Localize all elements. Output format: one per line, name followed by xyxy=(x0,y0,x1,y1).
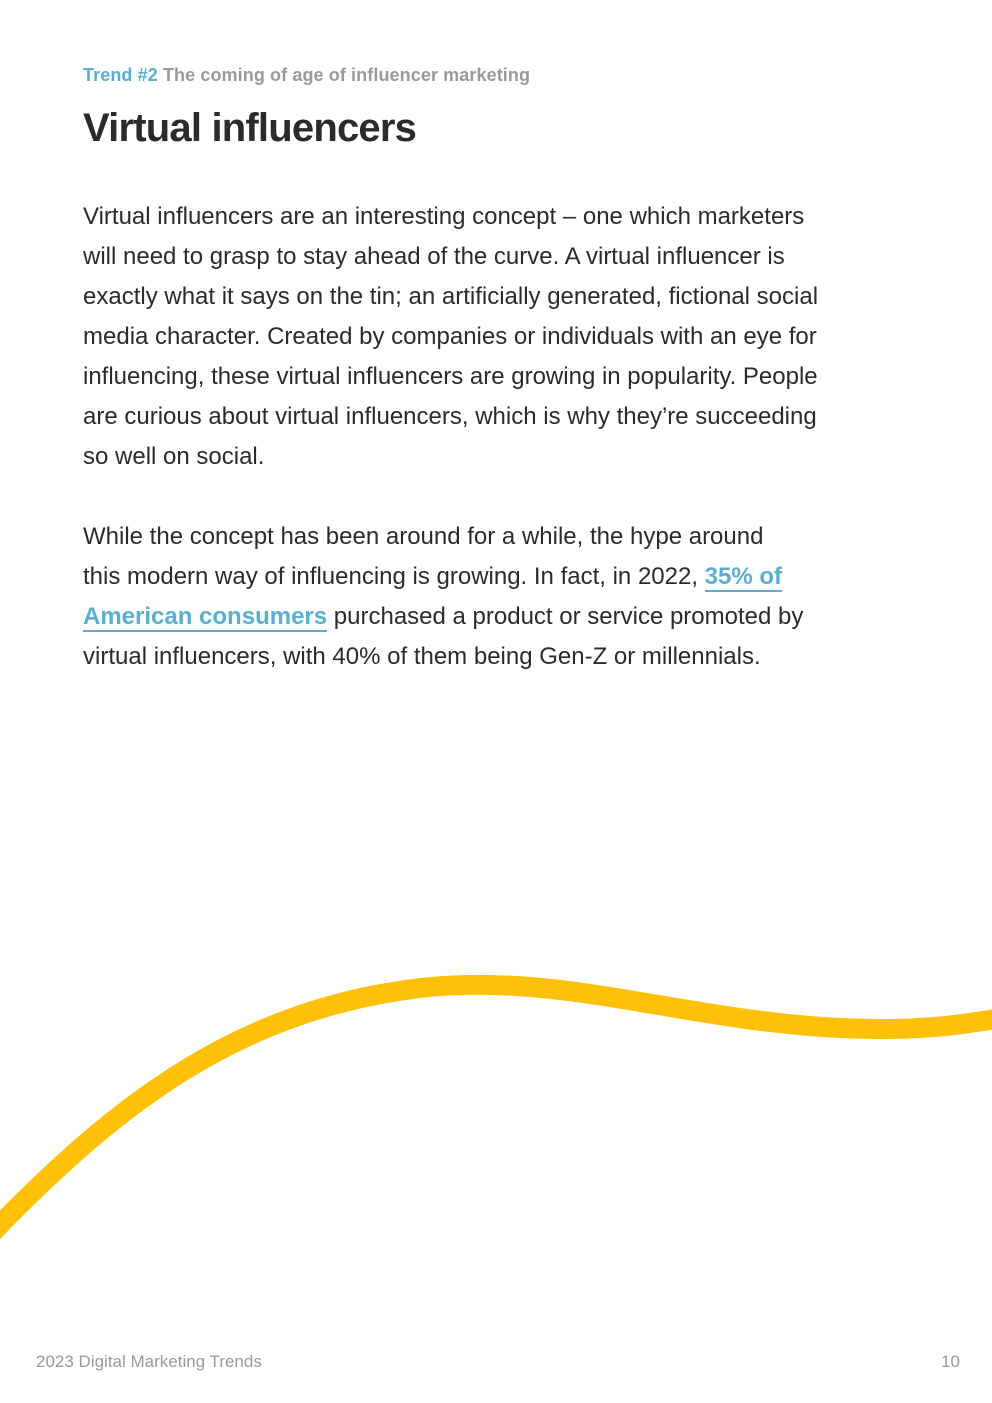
trend-title: The coming of age of influencer marketing xyxy=(162,65,531,85)
paragraph-line: influencing, these virtual influencers are growing in popularity. People xyxy=(83,363,818,390)
section-eyebrow xyxy=(83,65,530,86)
page-title: Virtual influencers xyxy=(83,106,417,150)
paragraph-line xyxy=(83,597,918,637)
footer-document-title: 2023 Digital Marketing Trends xyxy=(36,1352,262,1371)
paragraph-line: Virtual influencers are an interesting concept – one which marketers xyxy=(83,203,805,230)
wave-line xyxy=(0,985,992,1235)
paragraph-line: will need to grasp to stay ahead of the curve. A virtual influencer is xyxy=(83,243,785,270)
paragraph-line: While the concept has been around for a while, the hype around xyxy=(83,523,764,550)
paragraph-stats xyxy=(83,517,918,677)
paragraph-intro xyxy=(83,197,918,477)
paragraph-line: so well on social. xyxy=(83,443,265,470)
paragraph-text: purchased a product or service promoted by xyxy=(327,603,804,630)
footer-page-number: 10 xyxy=(941,1352,960,1371)
paragraph-line: exactly what it says on the tin; an artificially generated, fictional social xyxy=(83,283,819,310)
paragraph-text: this modern way of influencing is growing. In fact, in 2022, xyxy=(83,563,705,590)
stat-link-part-1[interactable]: 35% of xyxy=(704,563,783,590)
paragraph-line: virtual influencers, with 40% of them being Gen-Z or millennials. xyxy=(83,643,761,670)
stat-link-part-2[interactable]: American consumers xyxy=(83,603,328,630)
paragraph-line xyxy=(83,557,918,597)
paragraph-line: media character. Created by companies or individuals with an eye for xyxy=(83,323,817,350)
decorative-wave xyxy=(0,940,992,1260)
trend-number: Trend #2 xyxy=(83,65,158,85)
paragraph-line: are curious about virtual influencers, which is why they’re succeeding xyxy=(83,403,817,430)
